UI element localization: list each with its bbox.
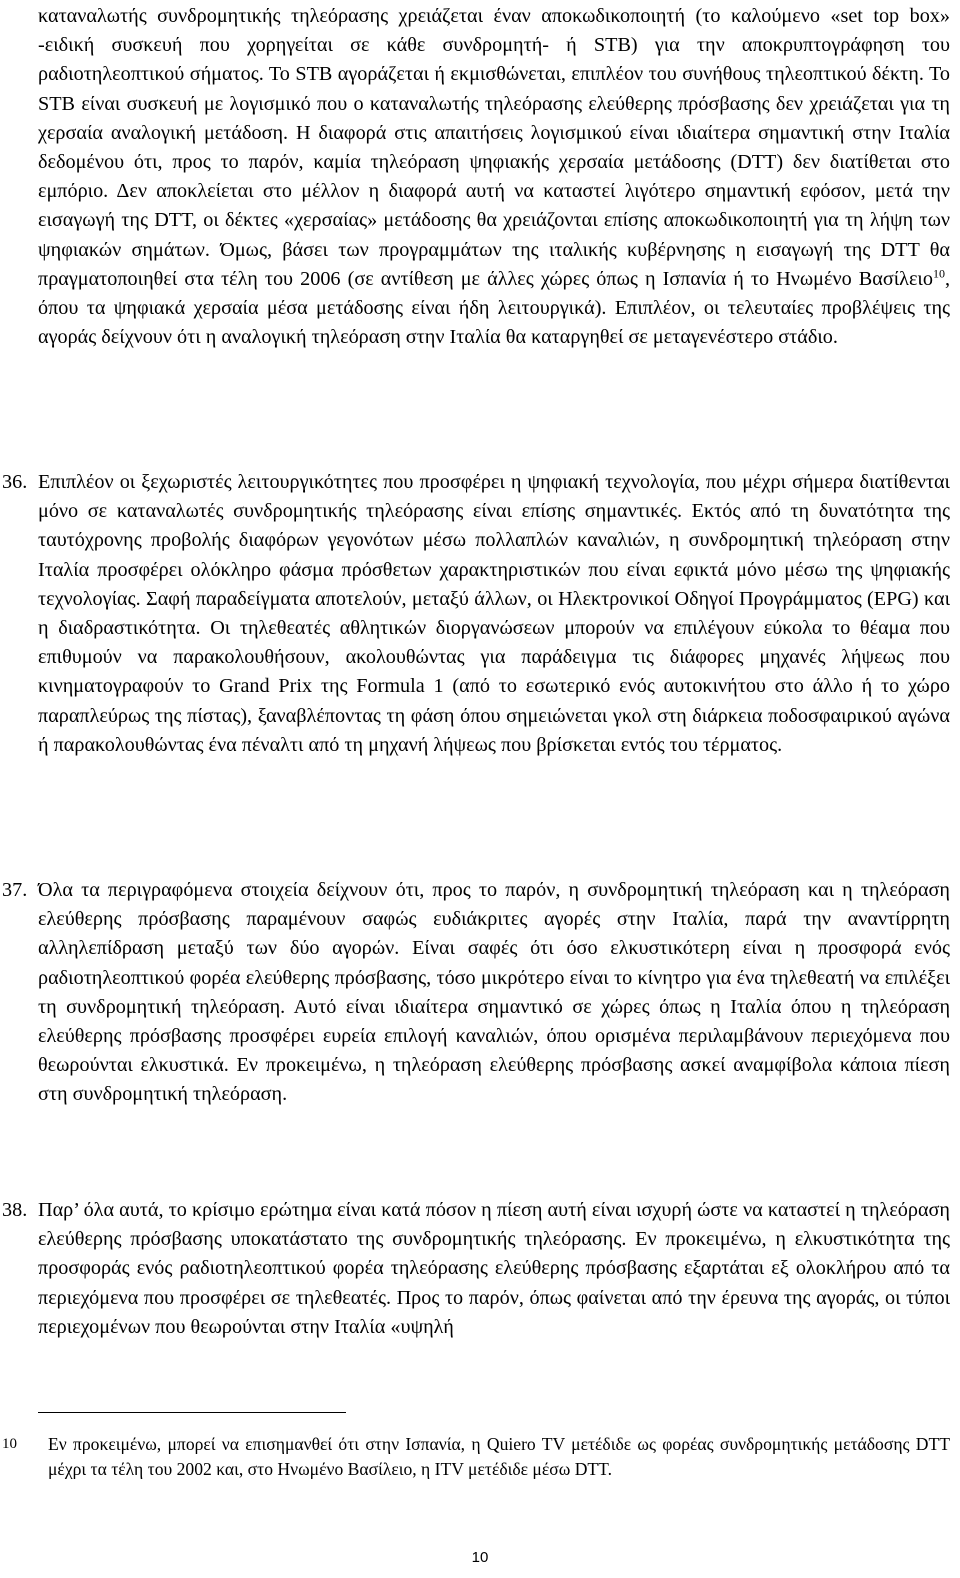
paragraph-text: Παρ’ όλα αυτά, το κρίσιμο ερώτημα είναι κατά πόσον η πίεση αυτή είναι ισχυρή ώστε να καταστεί η τηλεόραση ελεύθερης πρόσβασης υποκατάστατο της συνδρομητικής τηλεόρασης. Εν προκειμένω, η ελκυστικότητα της προσφοράς ενός ραδιοτηλεοπτικού φορέα τηλεόρασης ελεύθερης πρόσβασης εξαρτάται εξ ολοκλήρου από τα περιεχόμενα που προσφέρει σε τηλεθεατές. Προς το παρόν, όπως φαίνεται από την έρευνα της αγοράς, οι τύποι περιεχομένων που θεωρούνται στην Ιταλία «υψηλή [38,1199,950,1338]
paragraph-number: 37. [2,879,28,901]
paragraph-number: 38. [2,1199,28,1221]
continuation-text-end: , όπου τα ψηφιακά χερσαία μέσα μετάδοσης είναι ήδη λειτουργικά). Επιπλέον, οι τελευταίες προβλέψεις της αγοράς δείχνουν ότι η αναλογική τηλεόραση στην Ιταλία θα καταργηθεί σε μεταγενέστερο στάδιο. [38,267,950,349]
paragraph-text: Όλα τα περιγραφόμενα στοιχεία δείχνουν ότι, προς το παρόν, η συνδρομητική τηλεόραση και η τηλεόραση ελεύθερης πρόσβασης παραμένουν σαφώς ευδιάκριτες αγορές στην Ιταλία, παρά την αναντίρρητη αλληλεπίδραση μεταξύ των δύο αγορών. Είναι σαφές ότι όσο ελκυστικότερη είναι η προσφορά ενός ραδιοτηλεοπτικού φορέα ελεύθερης πρόσβασης, τόσο μικρότερο είναι το κίνητρο για ένα τηλεθεατή να επιλέξει τη συνδρομητική τηλεόραση. Αυτό είναι ιδιαίτερα σημαντικό σε χώρες όπως η Ιταλία όπου η τηλεόραση ελεύθερης πρόσβασης προσφέρει ευρεία επιλογή καναλιών, όπου ορισμένα περιλαμβάνουν περιεχόμενα που θεωρούνται ελκυστικά. Εν προκειμένω, η τηλεόραση ελεύθερης πρόσβασης ασκεί αναμφίβολα κάποια πίεση στη συνδρομητική τηλεόραση. [38,879,950,1106]
continuation-text: καταναλωτής συνδρομητικής τηλεόρασης χρειάζεται έναν αποκωδικοποιητή (το καλούμενο «set top box» -ειδική συσκευή που χορηγείται σε κάθε συνδρομητή- ή STB) για την αποκρυπτογράφηση του ραδιοτηλεοπτικού σήματος. Το STB αγοράζεται ή εκμισθώνεται, επιπλέον του συνήθους τηλεοπτικού δέκτη. Το STB είναι συσκευή με λογισμικό που ο καταναλωτής τηλεόρασης ελεύθερης πρόσβασης δεν χρειάζεται για τη χερσαία αναλογική μετάδοση. Η διαφορά στις απαιτήσεις λογισμικού είναι ιδιαίτερα σημαντική στην Ιταλία δεδομένου ότι, προς το παρόν, καμία τηλεόραση ψηφιακής χερσαία μετάδοσης (DTT) δεν διατίθεται στο εμπόριο. Δεν αποκλείεται στο μέλλον η διαφορά αυτή να καταστεί λιγότερο σημαντική εφόσον, μετά την εισαγωγή της DTT, οι δέκτες «χερσαίας» μετάδοσης θα χρειάζονται επίσης αποκωδικοποιητή για τη λήψη των ψηφιακών σημάτων. Όμως, βάσει των προγραμμάτων της ιταλικής κυβέρνησης η εισαγωγή της DTT θα πραγματοποιηθεί στα τέλη του 2006 (σε αντίθεση με άλλες χώρες όπως η Ισπανία ή το Ηνωμένο Βασίλειο [38,5,950,290]
continuation-paragraph [38,2,950,352]
footnote-number: 10 [2,1436,17,1452]
footnote-separator [38,1412,346,1413]
footnote-text: Εν προκειμένω, μπορεί να επισημανθεί ότι στην Ισπανία, η Quiero TV μετέδιδε ως φορέας συνδρομητικής μετάδοσης DTT μέχρι τα τέλη του 2002 και, στο Ηνωμένο Βασίλειο, η ITV μετέδιδε μέσω DTT. [48,1434,950,1479]
page-number: 10 [471,1549,489,1566]
paragraph-number: 36. [2,471,28,493]
paragraph-text: Επιπλέον οι ξεχωριστές λειτουργικότητες που προσφέρει η ψηφιακή τεχνολογία, που μέχρι σήμερα διατίθενται μόνο σε καταναλωτές συνδρομητικής τηλεόρασης είναι επίσης σημαντικές. Εκτός από τη δυνατότητα της ταυτόχρονης προβολής διαφόρων γεγονότων μέσω πολλαπλών καναλιών, η συνδρομητική τηλεόραση στην Ιταλία προσφέρει ολόκληρο φάσμα πρόσθετων χαρακτηριστικών που είναι εφικτά μόνο μέσω της ψηφιακής τεχνολογίας. Σαφή παραδείγματα αποτελούν, μεταξύ άλλων, οι Ηλεκτρονικοί Οδηγοί Προγράμματος (EPG) και η διαδραστικότητα. Οι τηλεθεατές αθλητικών διοργανώσεων μπορούν να επιλέγουν εύκολα το θέαμα που επιθυμούν να παρακολουθήσουν, ακολουθώντας για παράδειγμα τις διάφορες μηχανές λήψεως που κινηματογραφούν το Grand Prix της Formula 1 (από το εσωτερικό ενός αυτοκινήτου στο άλλο ή το χώρο παραπλεύρως της πίστας), ξαναβλέποντας τη φάση όπου σημειώνεται γκολ στη διάρκεια ποδοσφαιρικού αγώνα ή παρακολουθώντας ένα πέναλτι από τη μηχανή λήψεως που βρίσκεται εντός του τέρματος. [38,471,950,756]
footnote-reference[interactable]: 10 [932,266,945,281]
